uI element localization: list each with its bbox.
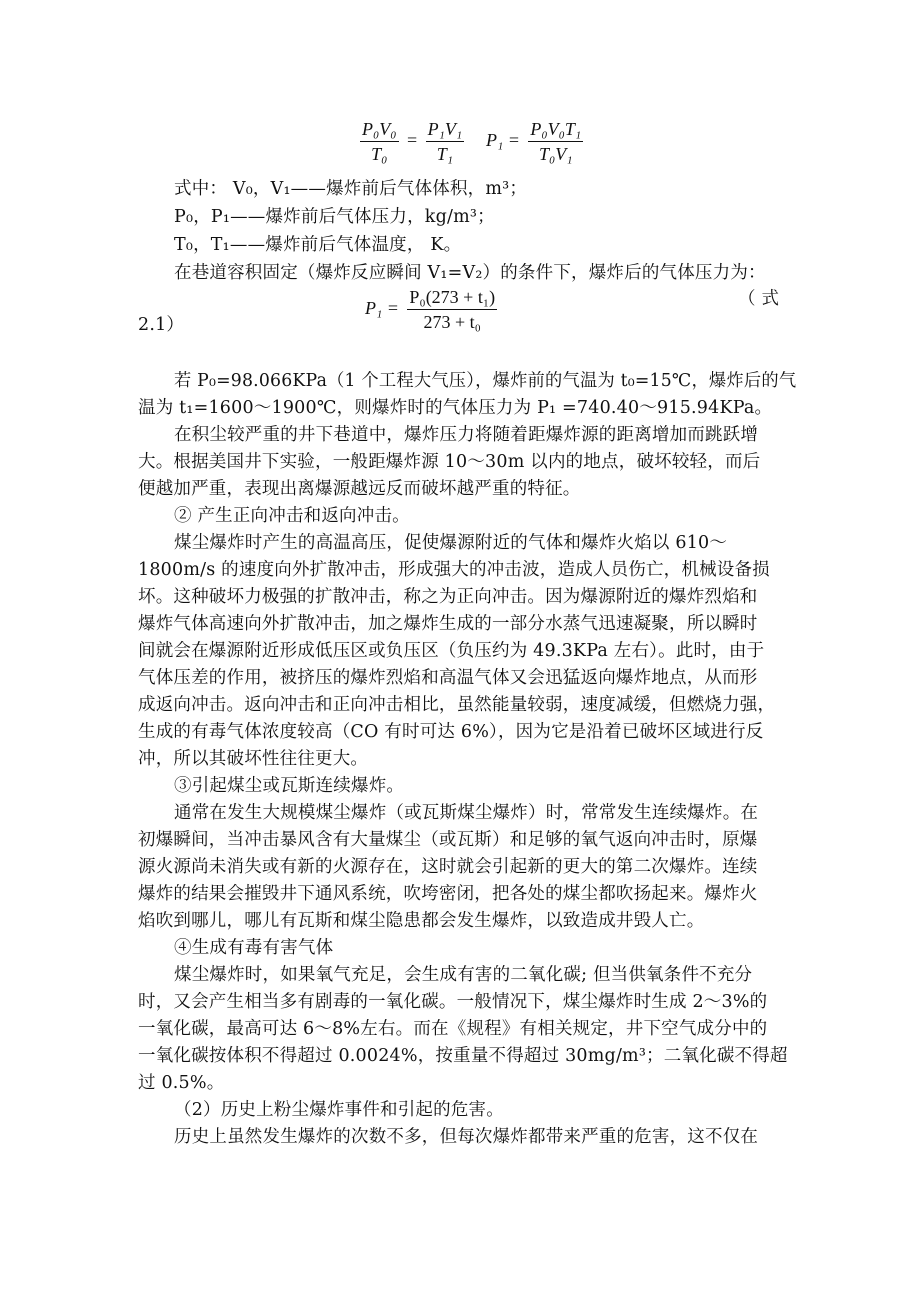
text-line: 在积尘较严重的井下巷道中，爆炸压力将随着距爆炸源的距离增加而跳跃增 [174,425,759,445]
text-line: 初爆瞬间，当冲击暴风含有大量煤尘（或瓦斯）和足够的氧气返向冲击时，原爆 [138,830,758,850]
section-heading: ③引起煤尘或瓦斯连续爆炸。 [174,776,405,796]
text-line: 焰吹到哪儿，哪儿有瓦斯和煤尘隐患都会发生爆炸，以致造成井毁人亡。 [138,911,705,931]
text-line: 生成的有毒气体浓度较高（CO 有时可达 6%），因为它是沿着已破坏区域进行反 [138,722,764,742]
formula-2-1 [365,286,497,333]
text-line: 气体压差的作用，被挤压的爆炸烈焰和高温气体又会迅猛返向爆炸地点，从而形 [138,668,758,688]
fraction-denominator: T₁ [436,144,454,164]
text-line: 若 P₀=98.066KPa（1 个工程大气压），爆炸前的气温为 t₀=15℃，爆炸后的气 [174,371,797,391]
section-heading: ④生成有毒有害气体 [174,938,334,958]
fraction-denominator: T₀V₁ [539,144,573,164]
text-line: 过 0.5%。 [138,1073,225,1093]
formula-p1 [486,118,583,165]
text-line: 煤尘爆炸时，如果氧气充足，会生成有害的二氧化碳; 但当供氧条件不充分 [174,965,753,985]
text-line: 坏。这种破坏力极强的扩散冲击，称之为正向冲击。因为爆源附近的爆炸烈焰和 [138,587,758,607]
fraction [360,118,399,165]
text-line: P₀，P₁——爆炸前后气体压力，kg/m³； [174,207,495,227]
fraction-numerator: P₀(273 + t₁) [407,286,497,310]
text-line: 通常在发生大规模煤尘爆炸（或瓦斯煤尘爆炸）时，常常发生连续爆炸。在 [174,803,759,823]
text-line: 源火源尚未消失或有新的火源存在，这时就会引起新的更大的第二次爆炸。连续 [138,857,758,877]
fraction [407,286,497,333]
fraction [528,118,583,165]
fraction-denominator: T₀ [371,144,388,164]
text-line: 便越加严重，表现出离爆源越远反而破坏越严重的特征。 [138,479,581,499]
text-line: 煤尘爆炸时产生的高温高压，促使爆源附近的气体和爆炸火焰以 610～ [174,533,728,553]
section-heading: ② 产生正向冲击和返向冲击。 [174,506,410,526]
formula-lhs: P₁ = [486,129,520,150]
text-line: 大。根据美国井下实验，一般距爆炸源 10～30m 以内的地点，破坏较轻，而后 [138,452,761,472]
text-line: 1800m/s 的速度向外扩散冲击，形成强大的冲击波，造成人员伤亡，机械设备损 [138,560,770,580]
formula-lhs: P₁ = [365,297,399,318]
text-line: 一氧化碳，最高可达 6～8%左右。而在《规程》有相关规定，井下空气成分中的 [138,1019,768,1039]
text-line: 时，又会产生相当多有剧毒的一氧化碳。一般情况下，煤尘爆炸时生成 2～3%的 [138,992,768,1012]
text-line: 温为 t₁=1600～1900℃，则爆炸时的气体压力为 P₁ =740.40～915.94KPa。 [138,398,773,418]
text-line: 在巷道容积固定（爆炸反应瞬间 V₁=V₂）的条件下，爆炸后的气体压力为： [174,263,766,283]
fraction-denominator: 273 + t₀ [423,312,481,332]
fraction-numerator: P₁V₁ [426,118,465,142]
text-line: 一氧化碳按体积不得超过 0.0024%，按重量不得超过 30mg/m³；二氧化碳不得超 [138,1046,788,1066]
fraction-numerator: P₀V₀ [360,118,399,142]
text-line: 间就会在爆源附近形成低压区或负压区（负压约为 49.3KPa 左右）。此时，由于 [138,641,765,661]
text-line: 爆炸气体高速向外扩散冲击，加之爆炸生成的一部分水蒸气迅速凝聚，所以瞬时 [138,614,758,634]
equals-sign: = [407,129,418,150]
text-line: 爆炸的结果会摧毁井下通风系统，吹垮密闭，把各处的煤尘都吹扬起来。爆炸火 [138,884,758,904]
text-line: T₀，T₁——爆炸前后气体温度， K。 [174,235,462,255]
fraction-numerator: P₀V₀T₁ [528,118,583,142]
equation-number-part2: 2.1） [138,315,185,335]
text-line: 成返向冲击。返向冲击和正向冲击相比，虽然能量较弱，速度减缓，但燃烧力强， [138,695,776,715]
text-line: 历史上虽然发生爆炸的次数不多，但每次爆炸都带来严重的危害，这不仅在 [174,1127,759,1147]
fraction [426,118,465,165]
formula-ideal-gas-ratio [360,118,464,165]
text-line: 冲，所以其破坏性往往更大。 [138,749,369,769]
equation-number-part1: （ 式 [738,289,780,309]
text-line: 式中： V₀，V₁——爆炸前后气体体积，m³； [174,179,528,199]
section-heading: （2）历史上粉尘爆炸事件和引起的危害。 [174,1100,504,1120]
